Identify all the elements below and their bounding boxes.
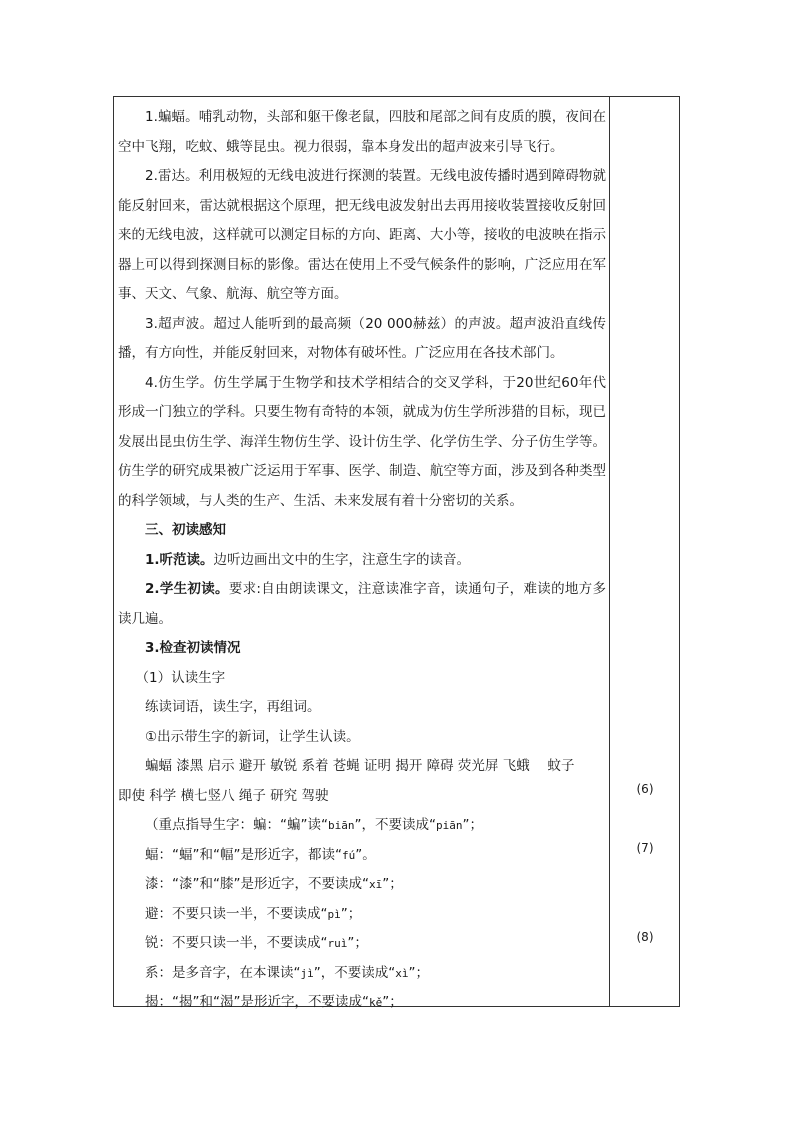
practice-line: 练读词语，读生字，再组词。 (145, 699, 321, 715)
check-step: 3.检查初读情况 (145, 640, 241, 656)
margin-mark: (6) (636, 782, 654, 796)
guide-line: （重点指导生字：蝙：“蝙”读“biān”，不要读成“piān”； (145, 817, 483, 833)
note-radar: 2.雷达。利用极短的无线电波进行探测的装置。无线电波传播时遇到障碍物就能反射回来，雷达就根据这个原理，把无线电波发射出去再用接收装置接收反射回来的无线电波，这样就可以测定目标的方向、距离、大小等，接收的电波映在指示器上可以得到探测目标的影像。雷达在使用上不受气候条件的影响，广泛应用在军事、天文、气象、航海、航空等方面。 (118, 168, 606, 302)
column-divider (609, 97, 610, 1006)
note-bionics: 4.仿生学。仿生学属于生物学和技术学相结合的交叉学科，于20世纪60年代形成一门独立的学科。只要生物有奇特的本领，就成为仿生学所涉猎的目标，现已发展出昆虫仿生学、海洋生物仿生学、设计仿生学、化学仿生学、分子仿生学等。仿生学的研究成果被广泛运用于军事、医学、制造、航空等方面，涉及到各种类型的科学领域，与人类的生产、生活、未来发展有着十分密切的关系。 (118, 374, 606, 509)
margin-mark: (8) (636, 930, 654, 944)
show-words-line: ①出示带生字的新词，让学生认读。 (145, 728, 360, 745)
note-ultrasound: 3.超声波。超过人能听到的最高频（20 000赫兹）的声波。超声波沿直线传播，有方向性，并能反射回来，对物体有破坏性。广泛应用在各技术部门。 (118, 315, 606, 361)
student-read-step: 2.学生初读。要求:自由朗读课文，注意读准字音，读通句子，难读的地方多读几遍。 (118, 581, 606, 627)
guide-line: 蝠：“蝠”和“幅”是形近字，都读“fú”。 (145, 846, 376, 863)
sub-heading-new-chars: （1）认读生字 (135, 669, 226, 686)
guide-line: 锐：不要只读一半，不要读成“ruì”； (145, 935, 368, 951)
lesson-table (113, 96, 680, 1010)
guide-line: 揭：“揭”和“渴”是形近字，不要读成“kě”； (145, 994, 403, 1010)
guide-line: 漆：“漆”和“膝”是形近字，不要读成“xī”； (145, 876, 403, 892)
guide-line: 系：是多音字，在本课读“jì”，不要读成“xì”； (145, 964, 429, 981)
content-column (118, 103, 606, 1018)
section-heading: 三、初读感知 (145, 522, 226, 538)
listen-step: 1.听范读。边听边画出文中的生字，注意生字的读音。 (145, 551, 471, 568)
margin-mark: (7) (636, 841, 654, 855)
word-list-line-1: 蝙蝠 漆黑 启示 避开 敏锐 系着 苍蝇 证明 揭开 障碍 荧光屏 飞蛾 蚊子 (145, 758, 575, 774)
note-bat: 1.蝙蝠。哺乳动物，头部和躯干像老鼠，四肢和尾部之间有皮质的膜，夜间在空中飞翔，吃蚊、蛾等昆虫。视力很弱，靠本身发出的超声波来引导飞行。 (118, 109, 606, 155)
word-list-line-2: 即使 科学 横七竖八 绳子 研究 驾驶 (118, 787, 329, 804)
guide-line: 避：不要只读一半，不要读成“pì”； (145, 905, 362, 922)
